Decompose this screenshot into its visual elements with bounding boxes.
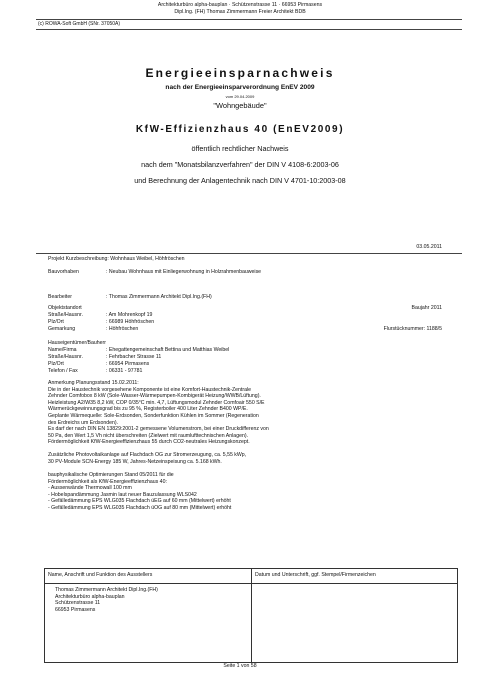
note-line: - Aussenwände Thermowall 100 mm [48, 485, 132, 492]
kfw-standard: KfW-Effizienzhaus 40 (EnEV2009) [135, 124, 345, 135]
note-line: des Erdreichs um Erdsonden). [48, 419, 119, 426]
building-type: "Wohngebäude" [213, 101, 267, 110]
gemarkung-value: : Höhfröschen [106, 326, 139, 332]
bearbeiter-label: Bearbeiter [48, 294, 72, 300]
owner-heading: Hauseigentümer/Bauherr [48, 340, 106, 346]
owner-street-label: Straße/Hausnr. [48, 354, 83, 360]
regulation-date: vom 29.04.2009 [225, 94, 255, 99]
software-credit: (c) ROWA-Soft GmbH (SNr. 37050A) [38, 21, 121, 27]
issuer-header: Name, Anschrift und Funktion des Ausstellers [45, 569, 252, 584]
photovoltaic-notes [48, 452, 246, 465]
address-line: Thomas Zimmermann Architekt Dipl.Ing.(FH) [55, 587, 158, 593]
section-divider [36, 253, 462, 254]
note-line: bauphysikalische Optimierungen Stand 05/2011 für die [48, 472, 174, 478]
note-line: Anmerkung Planungsstand 15.02.2011: [48, 380, 139, 386]
objektstandort-label: Objektstandort [48, 305, 82, 311]
note-line: 30 PV-Module SCN-Energy 185 W, Jahres-Netzeinspeisung ca. 5.168 kWh. [48, 458, 222, 465]
document-date: 03.05.2011 [416, 244, 442, 250]
note-line: - Hobelspandämmung Jasmin laut neuer Bauzulassung WLS042 [48, 491, 197, 498]
note-line: Heizleistung A2/W35 8,2 kW, COP 0/35°C min. 4,7, Lüftungsmodul Zehnder Comfoair 550 S/E [48, 399, 265, 406]
note-line: 50 Pa, den Wert 1,5 Vh nicht überschreiten (Zielwert mit raumlufttechnischen Anlagen). [48, 432, 249, 439]
owner-name-label: Name/Firma [48, 347, 77, 353]
note-line: - Gefälledämmung EPS WLG035 Flachdach üOG auf 80 mm (Mittelwert) erhöht [48, 504, 232, 511]
note-line: Zehnder Comfobox 8 kW (Sole-Wasser-Wärmepumpen-Kombigerät Heizung/WWB/Lüftung). [48, 393, 261, 400]
owner-name-value: : Ehegattengemeinschaft Bettina und Matthias Weibel [106, 347, 230, 353]
header-divider-2 [36, 29, 462, 30]
note-line: - Gefälledämmung EPS WLG035 Flachdach üEG auf 60 mm (Mittelwert) erhöht [48, 498, 231, 505]
object-street-value: : Am Mohrenkopf 19 [106, 312, 153, 318]
note-line: Geplante Wärmequelle: Sole-Erdsonden, Sonderfunktion Kühlen im Sommer (Regeneration [48, 412, 259, 419]
owner-street-value: : Fehrbacher Strasse 11 [106, 354, 162, 360]
baujahr: Baujahr 2011 [411, 305, 442, 311]
note-line: Es darf der nach DIN EN 13829:2001-2 gemessene Volumenstrom, bei einer Druckdifferenz von [48, 426, 269, 433]
signature-header: Datum und Unterschrift, ggf. Stempel/Firmenzeichen [252, 569, 458, 584]
signature-table [44, 568, 458, 663]
bauvorhaben-value: : Neubau Wohnhaus mit Einliegerwohnung in Holzrahmenbauweise [106, 269, 262, 275]
owner-city-label: Plz/Ort [48, 361, 64, 367]
owner-phone-label: Telefon / Fax [48, 368, 78, 374]
gemarkung-label: Gemarkung [48, 326, 76, 332]
proof-line-1: öffentlich rechtlicher Nachweis [191, 144, 289, 153]
optimization-notes [48, 472, 231, 512]
owner-phone-value: : 06331 - 97781 [106, 368, 143, 374]
note-line: Zusätzliche Photovoltaikanlage auf Flachdach OG zur Stromerzeugung, ca. 5,55 kWp, [48, 452, 247, 458]
bauvorhaben-label: Bauvorhaben [48, 269, 79, 275]
address-line: 66953 Pirmasens [55, 606, 96, 613]
issuer-address [45, 584, 252, 663]
object-street-label: Straße/Hausnr. [48, 312, 83, 318]
document-title: Energieeinsparnachweis [145, 66, 335, 80]
planning-notes [48, 380, 269, 446]
header-divider [36, 19, 462, 20]
note-line: Die in der Haustechnik vorgesehene Komponente ist eine Komfort-Haustechnik-Zentrale [48, 386, 251, 393]
object-city-value: : 66989 Höhfröschen [106, 319, 155, 325]
note-line: Fördermöglichkeit KfW-Energieeffizienzhaus 55 durch CO2-neutrales Heizungskonzept. [48, 439, 250, 446]
document-subtitle: nach der Energieeinsparverordnung EnEV 2009 [165, 84, 315, 91]
page-number: Seite 1 von 58 [223, 663, 257, 669]
flurstueck-number: Flurstücknummer: 1188/5 [383, 326, 442, 332]
address-line: Schützenstrasse 11 [55, 600, 101, 607]
owner-city-value: : 66954 Pirmasens [106, 361, 150, 367]
header-office-line: Architekturbüro alpha-bauplan · Schützenstrasse 11 · 66953 Pirmasens [157, 2, 323, 8]
header-architect-line: Dipl.Ing. (FH) Thomas Zimmermann Freier Architekt BDB [174, 9, 306, 15]
bearbeiter-value: : Thomas Zimmermann Architekt Dipl.Ing.(FH) [106, 294, 212, 300]
note-line: Fördermöglichkeit als KfW-Energieeffizienzhaus 40: [48, 478, 167, 485]
project-summary: Projekt Kurzbeschreibung: Wohnhaus Weibel, Höhfröschen [48, 256, 185, 262]
note-line: Wärmerückgewinnungsgrad bis zu 95 %, Registerboiler 400 Liter Zehnder B400 WP/E. [48, 406, 248, 413]
proof-line-2: nach dem "Monatsbilanzverfahren" der DIN V 4108-6:2003-06 [141, 160, 339, 169]
signature-field [252, 584, 458, 663]
object-city-label: Plz/Ort [48, 319, 64, 325]
proof-line-3: und Berechnung der Anlagentechnik nach DIN V 4701-10:2003-08 [134, 176, 346, 185]
address-line: Architekturbüro alpha-bauplan [55, 593, 125, 600]
